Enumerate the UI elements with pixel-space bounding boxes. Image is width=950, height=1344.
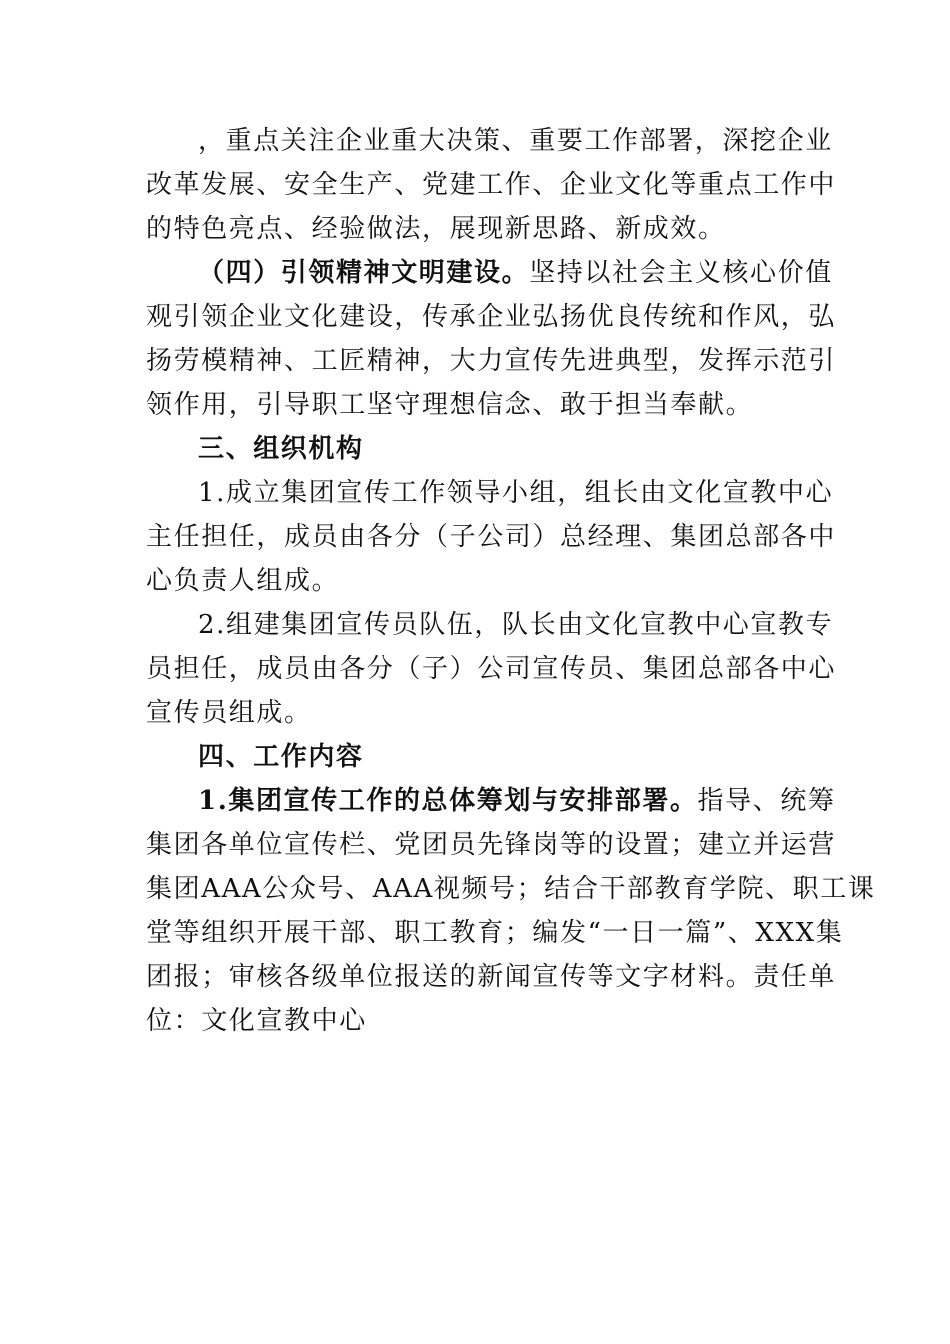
paragraph-line: 改革发展、安全生产、党建工作、企业文化等重点工作中	[146, 170, 837, 200]
paragraph-line: 心负责人组成。	[146, 566, 340, 596]
paragraph-line: 领作用，引导职工坚守理想信念、敢于担当奉献。	[146, 390, 754, 420]
section-heading: 三、组织机构	[198, 434, 364, 464]
paragraph-heading: （四）引领精神文明建设。	[198, 258, 530, 288]
paragraph-heading: 1.集团宣传工作的总体筹划与安排部署。	[198, 786, 698, 816]
paragraph-line: 员担任，成员由各分（子）公司宣传员、集团总部各中心	[146, 654, 837, 684]
paragraph-text: 坚持以社会主义核心价值	[529, 258, 833, 288]
paragraph-line: 扬劳模精神、工匠精神，大力宣传先进典型，发挥示范引	[146, 346, 837, 376]
paragraph-line	[198, 779, 836, 823]
paragraph-line: 2.组建集团宣传员队伍，队长由文化宣教中心宣教专	[198, 610, 834, 640]
paragraph-line	[198, 251, 833, 295]
paragraph-line: 1.成立集团宣传工作领导小组，组长由文化宣教中心	[198, 478, 834, 508]
paragraph-line: 集团AAA公众号、AAA视频号；结合干部教育学院、职工课	[146, 874, 876, 904]
paragraph-line: ，重点关注企业重大决策、重要工作部署，深挖企业	[198, 126, 833, 156]
paragraph-line: 团报；审核各级单位报送的新闻宣传等文字材料。责任单	[146, 962, 837, 992]
paragraph-line: 主任担任，成员由各分（子公司）总经理、集团总部各中	[146, 522, 837, 552]
paragraph-line: 的特色亮点、经验做法，展现新思路、新成效。	[146, 214, 726, 244]
paragraph-line: 位：文化宣教中心	[146, 1006, 367, 1036]
paragraph-line: 宣传员组成。	[146, 698, 312, 728]
paragraph-text: 指导、统筹	[697, 786, 836, 816]
paragraph-line: 堂等组织开展干部、职工教育；编发“一日一篇”、XXX集	[146, 918, 844, 948]
section-heading: 四、工作内容	[198, 742, 364, 772]
paragraph-line: 观引领企业文化建设，传承企业弘扬优良传统和作风，弘	[146, 302, 837, 332]
paragraph-line: 集团各单位宣传栏、党团员先锋岗等的设置；建立并运营	[146, 830, 837, 860]
